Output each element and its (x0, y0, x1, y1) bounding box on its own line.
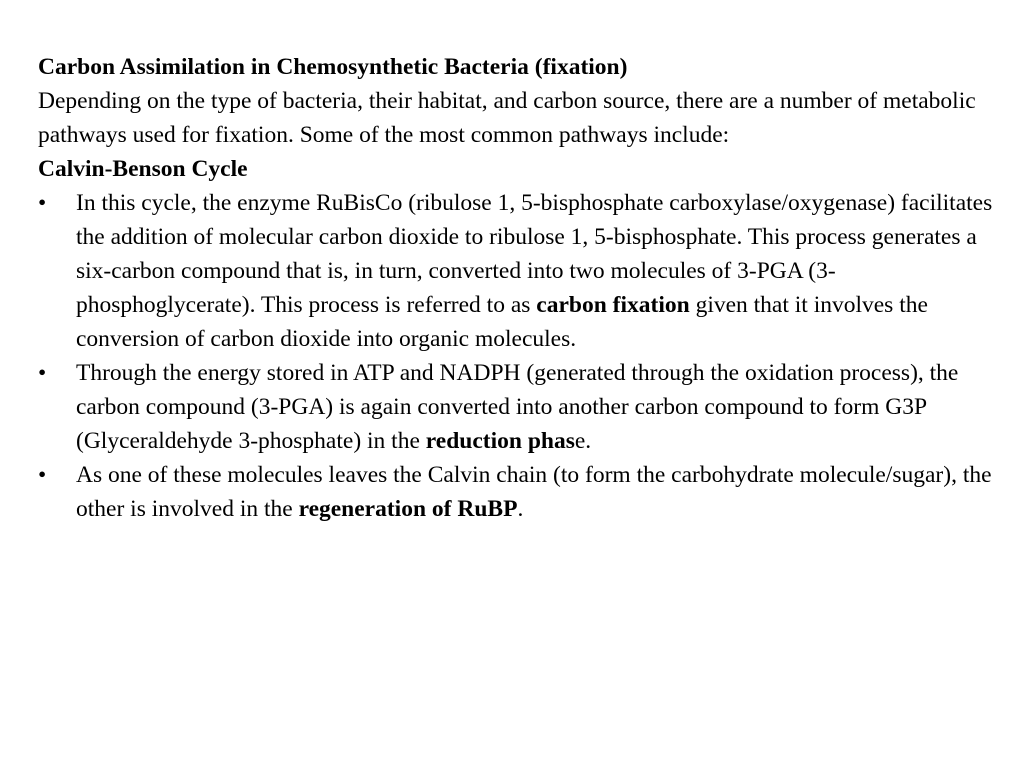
bullet-text-end: e. (574, 428, 592, 454)
bullet-bold-term: reduction phas (425, 428, 575, 454)
bullet-item (38, 186, 998, 356)
bullet-bold-term: carbon fixation (536, 292, 690, 318)
bullet-icon: • (38, 462, 47, 488)
bullet-icon: • (38, 190, 47, 216)
bullet-icon: • (38, 360, 47, 386)
intro-paragraph: Depending on the type of bacteria, their habitat, and carbon source, there are a number of metabolic pathways used for fixation. Some of the most common pathways include: (38, 88, 976, 148)
slide-content (38, 50, 998, 526)
bullet-text: In this cycle, the enzyme RuBisCo (ribulose 1, 5-bisphosphate carboxylase/oxygenase) facilitates the addition of molecular carbon dioxide to ribulose 1, 5-bisphosphate. This process generates a six-carbon compound that is, in turn, converted into two molecules of 3-PGA (3-phosphoglycerate). This process is referred to as (76, 190, 993, 318)
slide-title: Carbon Assimilation in Chemosynthetic Bacteria (fixation) (38, 54, 628, 80)
bullet-bold-term: regeneration of RuBP (298, 496, 518, 522)
bullet-item (38, 458, 998, 526)
bullet-text: Through the energy stored in ATP and NADPH (generated through the oxidation process), the carbon compound (3-PGA) is again converted into another carbon compound to form G3P (Glyceraldehyde 3-phosphate) in the (76, 360, 959, 454)
bullet-text-end: given that it involves the conversion of carbon dioxide into organic molecules. (76, 292, 928, 352)
bullet-text-end: . (517, 496, 524, 522)
section-heading: Calvin-Benson Cycle (38, 156, 248, 182)
bullet-list (38, 186, 998, 526)
bullet-text: As one of these molecules leaves the Calvin chain (to form the carbohydrate molecule/sugar), the other is involved in the (76, 462, 992, 522)
bullet-item (38, 356, 998, 458)
